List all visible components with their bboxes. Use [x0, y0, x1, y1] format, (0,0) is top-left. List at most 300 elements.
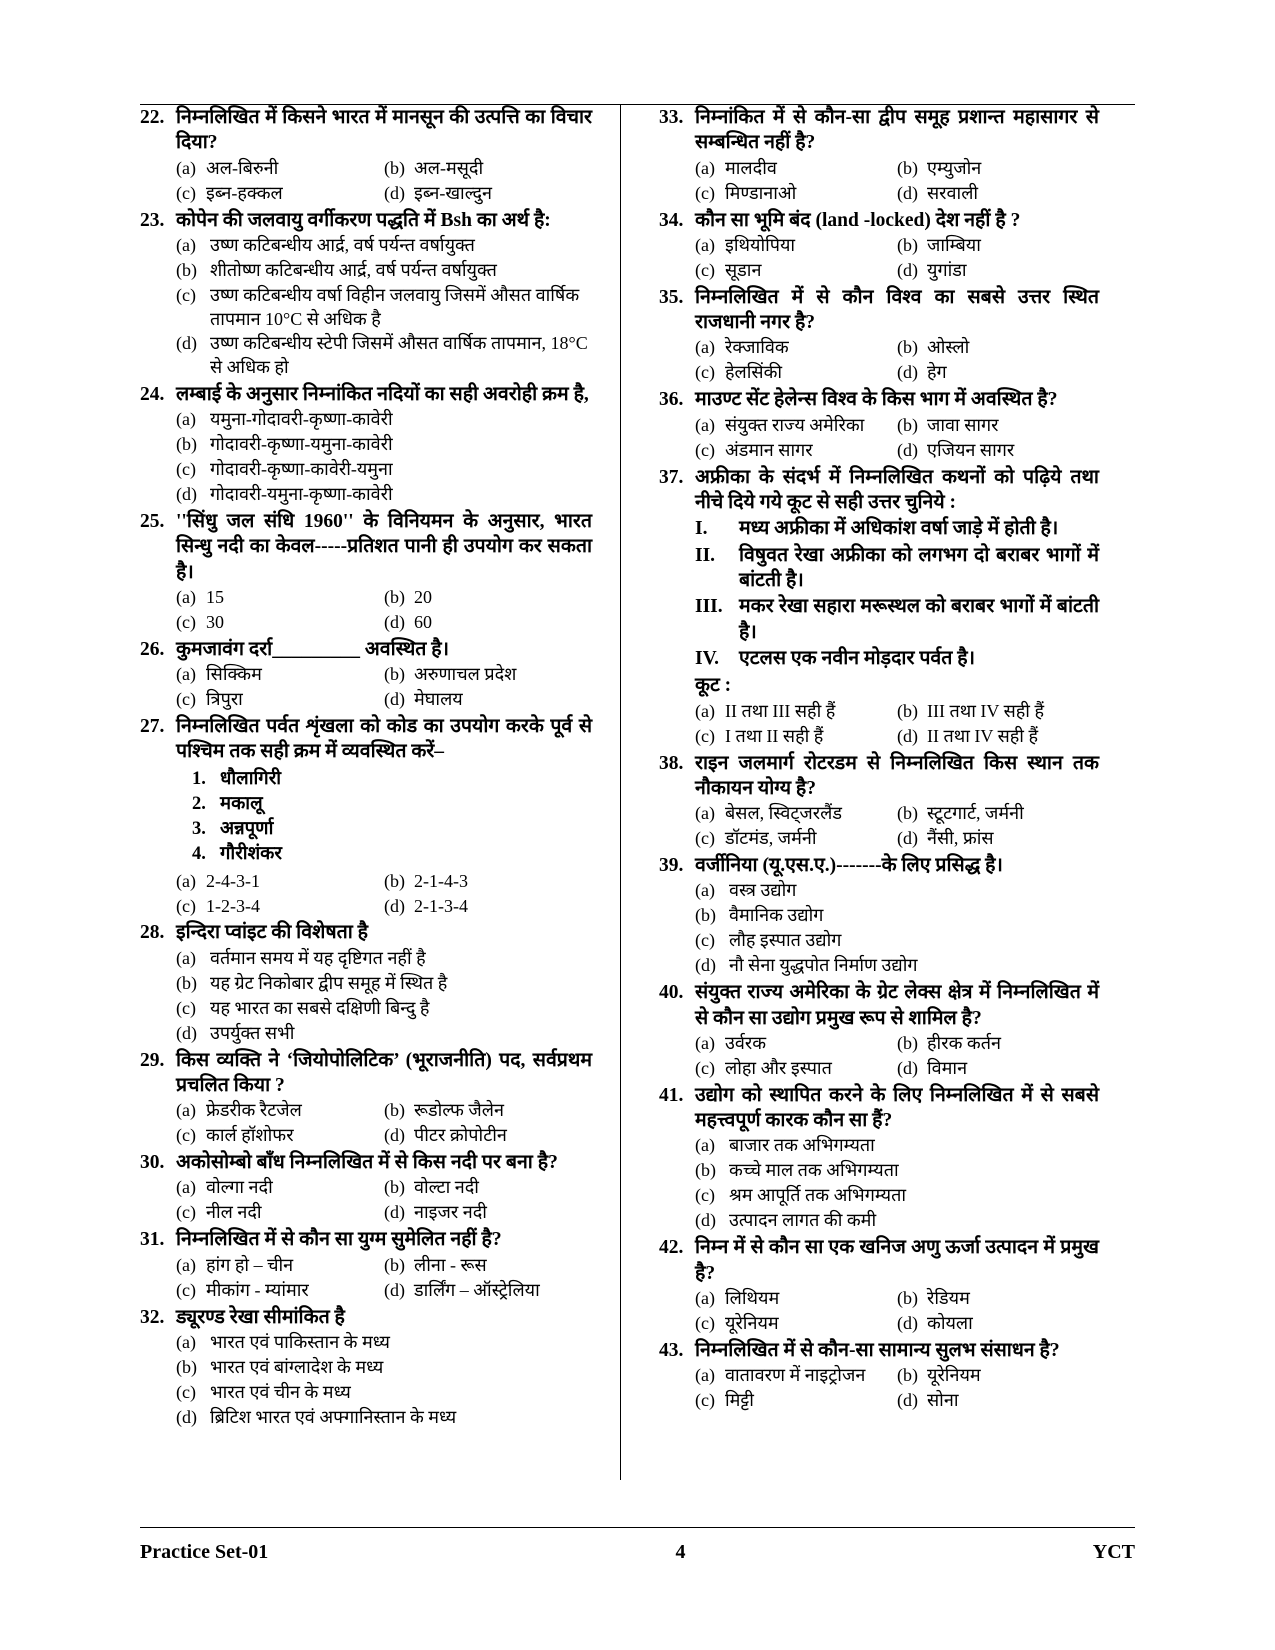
- option-label: (d): [384, 1202, 405, 1223]
- option-b[interactable]: [176, 433, 592, 457]
- option-text: भारत एवं बांग्लादेश के मध्य: [210, 1356, 384, 1377]
- option-d[interactable]: [384, 1279, 592, 1303]
- option-b[interactable]: [384, 157, 592, 181]
- option-group: [695, 802, 1099, 852]
- option-label: (b): [176, 1356, 197, 1377]
- question-number: 33.: [659, 107, 684, 128]
- option-b[interactable]: [897, 414, 1099, 438]
- statement-item: [695, 646, 1099, 671]
- option-text: वोल्टा नदी: [414, 1177, 479, 1198]
- option-text: उर्वरक: [725, 1032, 767, 1053]
- option-group: [176, 1254, 592, 1304]
- option-group: [176, 157, 592, 207]
- option-text: वातावरण में नाइट्रोजन: [725, 1365, 866, 1386]
- option-label: (c): [695, 1390, 715, 1411]
- statement-numeral: II.: [695, 544, 716, 566]
- question-number: 42.: [659, 1237, 684, 1259]
- option-group: [176, 1099, 592, 1149]
- option-b[interactable]: [897, 234, 1099, 258]
- question-number: 39.: [659, 855, 684, 877]
- question-block: [140, 1227, 592, 1303]
- option-text: बेसल, स्विट्जरलैंड: [725, 803, 842, 824]
- question-block: [659, 1083, 1099, 1234]
- option-group: [695, 414, 1099, 464]
- option-a[interactable]: [176, 1176, 384, 1200]
- option-group: [176, 1331, 592, 1430]
- option-text: हेग: [927, 362, 947, 383]
- option-label: (d): [897, 182, 918, 203]
- option-text: 15: [206, 586, 224, 607]
- question-body: [176, 1048, 592, 1150]
- option-group: [176, 234, 592, 380]
- question-number: 32.: [140, 1306, 165, 1328]
- option-label: (b): [384, 870, 405, 891]
- option-label: (a): [695, 1032, 715, 1053]
- list-item: [176, 767, 592, 792]
- option-text: त्रिपुरा: [206, 689, 243, 710]
- option-b[interactable]: [897, 1032, 1099, 1056]
- option-group: [695, 1287, 1099, 1337]
- option-text: III तथा IV सही हैं: [927, 700, 1045, 721]
- option-label: (d): [384, 689, 405, 710]
- option-label: (a): [695, 414, 715, 435]
- option-d[interactable]: [384, 182, 592, 206]
- option-text: शीतोष्ण कटिबन्धीय आर्द्र, वर्ष पर्यन्त वर्षायुक्त: [210, 259, 497, 280]
- option-label: (b): [897, 234, 918, 255]
- option-label: (b): [384, 664, 405, 685]
- footer-rule: [140, 1527, 1135, 1528]
- question-text: ड्यूरण्ड रेखा सीमांकित है: [176, 1306, 345, 1328]
- option-d[interactable]: [897, 1389, 1099, 1413]
- option-b[interactable]: [897, 157, 1099, 181]
- option-d[interactable]: [384, 688, 592, 712]
- option-text: कार्ल हॉशोफर: [206, 1125, 294, 1146]
- option-text: लीना - रूस: [414, 1254, 487, 1275]
- option-text: जाम्बिया: [927, 234, 981, 255]
- option-label: (b): [695, 905, 716, 926]
- option-text: 30: [206, 611, 224, 632]
- option-label: (a): [176, 157, 196, 178]
- question-text: ''सिंधु जल संधि 1960'' के विनियमन के अनुसार, भारत सिन्धु नदी का केवल-----प्रतिशत पानी ही उपयोग कर सकता है।: [176, 510, 592, 583]
- option-c[interactable]: [695, 725, 897, 749]
- option-a[interactable]: [695, 802, 897, 826]
- option-a[interactable]: [695, 234, 897, 258]
- option-text: II तथा III सही हैं: [725, 700, 836, 721]
- option-text: डॉटमंड, जर्मनी: [725, 828, 817, 849]
- question-body: [695, 853, 1099, 979]
- option-label: (a): [176, 1331, 196, 1352]
- option-label: (a): [695, 880, 715, 901]
- option-c[interactable]: [176, 611, 384, 635]
- option-label: (c): [695, 182, 715, 203]
- question-block: [659, 980, 1099, 1082]
- option-text: हीरक कर्तन: [927, 1032, 1001, 1053]
- option-d[interactable]: [897, 827, 1099, 851]
- option-d[interactable]: [897, 259, 1099, 283]
- option-b[interactable]: [897, 336, 1099, 360]
- option-c[interactable]: [695, 1389, 897, 1413]
- option-d[interactable]: [176, 1022, 592, 1046]
- question-body: [695, 751, 1099, 853]
- option-b[interactable]: [384, 1099, 592, 1123]
- option-text: 20: [414, 586, 432, 607]
- option-d[interactable]: [176, 332, 592, 380]
- option-c[interactable]: [695, 827, 897, 851]
- option-c[interactable]: [695, 259, 897, 283]
- option-a[interactable]: [695, 1032, 897, 1056]
- option-d[interactable]: [897, 439, 1099, 463]
- option-a[interactable]: [176, 870, 384, 894]
- option-label: (d): [384, 182, 405, 203]
- question-body: [695, 1338, 1099, 1414]
- option-label: (b): [897, 803, 918, 824]
- option-group: [176, 663, 592, 713]
- option-label: (d): [695, 955, 716, 976]
- question-block: [140, 637, 592, 713]
- option-label: (a): [176, 947, 196, 968]
- option-c[interactable]: [176, 688, 384, 712]
- option-text: स्टूटगार्ट, जर्मनी: [927, 803, 1024, 824]
- option-label: (b): [384, 1100, 405, 1121]
- option-label: (a): [176, 1177, 196, 1198]
- option-label: (d): [176, 483, 197, 504]
- option-label: (d): [897, 1057, 918, 1078]
- option-b[interactable]: [897, 802, 1099, 826]
- option-a[interactable]: [176, 157, 384, 181]
- option-c[interactable]: [176, 458, 592, 482]
- list-item: [176, 842, 592, 867]
- question-body: [176, 637, 592, 713]
- question-block: [140, 1048, 592, 1150]
- option-text: जावा सागर: [927, 414, 999, 435]
- option-d[interactable]: [897, 725, 1099, 749]
- option-a[interactable]: [176, 234, 592, 258]
- option-label: (d): [897, 1312, 918, 1333]
- statement-list: [695, 516, 1099, 671]
- option-a[interactable]: [176, 663, 384, 687]
- option-b[interactable]: [384, 1176, 592, 1200]
- option-label: (b): [176, 972, 197, 993]
- question-number: 41.: [659, 1084, 684, 1106]
- list-item-label: अन्नपूर्णा: [220, 818, 274, 839]
- option-a[interactable]: [176, 408, 592, 432]
- option-label: (c): [176, 997, 196, 1018]
- question-text: निम्नांकित में से कौन-सा द्वीप समूह प्रशान्त महासागर से सम्बन्धित नहीं है?: [695, 107, 1099, 154]
- question-number: 27.: [140, 716, 165, 737]
- option-label: (a): [695, 337, 715, 358]
- question-block: [140, 1150, 592, 1226]
- option-c[interactable]: [176, 1381, 592, 1405]
- option-label: (a): [695, 1287, 715, 1308]
- option-text: 60: [414, 611, 432, 632]
- option-text: यूरेनियम: [725, 1312, 779, 1333]
- question-number: 40.: [659, 982, 684, 1004]
- option-text: गोदावरी-कृष्णा-यमुना-कावेरी: [210, 434, 393, 455]
- question-number: 36.: [659, 389, 684, 411]
- option-label: (a): [176, 234, 196, 255]
- question-number: 37.: [659, 466, 684, 488]
- option-label: (d): [897, 259, 918, 280]
- option-text: उष्ण कटिबन्धीय स्टेपी जिसमें औसत वार्षिक तापमान, 18°C से अधिक हो: [210, 333, 588, 378]
- option-text: रेडियम: [927, 1287, 970, 1308]
- option-label: (b): [897, 157, 918, 178]
- question-block: [659, 751, 1099, 853]
- option-b[interactable]: [176, 972, 592, 996]
- question-number: 43.: [659, 1339, 684, 1361]
- option-a[interactable]: [176, 586, 384, 610]
- option-c[interactable]: [176, 1279, 384, 1303]
- option-label: (b): [695, 1160, 716, 1181]
- column-divider: [620, 105, 621, 1480]
- option-text: इब्न-हक्कल: [206, 182, 283, 203]
- list-item-number: 1.: [192, 768, 206, 789]
- option-text: I तथा II सही हैं: [725, 725, 824, 746]
- question-body: [695, 105, 1099, 207]
- option-text: अल-मसूदी: [414, 157, 484, 178]
- question-block: [140, 1305, 592, 1431]
- option-text: हेलसिंकी: [725, 362, 783, 383]
- option-text: 2-1-3-4: [414, 895, 468, 916]
- question-text: निम्नलिखित पर्वत शृंखला को कोड का उपयोग करके पूर्व से पश्चिम तक सही क्रम में व्यवस्थित करें–: [176, 716, 592, 763]
- option-b[interactable]: [176, 1356, 592, 1380]
- option-text: बाजार तक अभिगम्यता: [729, 1135, 875, 1156]
- option-text: वोल्गा नदी: [206, 1177, 273, 1198]
- footer-publisher: YCT: [1092, 1541, 1135, 1563]
- question-number: 34.: [659, 209, 684, 231]
- two-column-body: [140, 105, 1135, 1495]
- option-text: मिण्डानाओ: [725, 182, 797, 203]
- option-b[interactable]: [897, 700, 1099, 724]
- option-d[interactable]: [695, 954, 1099, 978]
- option-d[interactable]: [897, 361, 1099, 385]
- option-text: पीटर क्रोपोटीन: [414, 1125, 507, 1146]
- question-block: [140, 714, 592, 919]
- list-item: [176, 817, 592, 842]
- left-column: [140, 105, 606, 1495]
- question-number: 23.: [140, 209, 165, 231]
- option-b[interactable]: [176, 259, 592, 283]
- option-a[interactable]: [176, 1254, 384, 1278]
- list-item-number: 3.: [192, 818, 206, 839]
- list-item-number: 2.: [192, 793, 206, 814]
- question-block: [659, 285, 1099, 387]
- option-label: (c): [176, 1279, 196, 1300]
- option-label: (c): [176, 895, 196, 916]
- option-c[interactable]: [176, 895, 384, 919]
- question-text: निम्नलिखित में से कौन सा युग्म सुमेलित नहीं है?: [176, 1229, 502, 1251]
- option-text: नौ सेना युद्धपोत निर्माण उद्योग: [729, 955, 918, 976]
- option-text: वर्तमान समय में यह दृष्टिगत नहीं है: [210, 947, 426, 968]
- option-b[interactable]: [695, 1159, 1099, 1183]
- question-block: [140, 105, 592, 207]
- list-item: [176, 792, 592, 817]
- option-d[interactable]: [384, 1201, 592, 1225]
- question-text: इन्दिरा प्वांइट की विशेषता है: [176, 922, 368, 944]
- option-label: (a): [176, 409, 196, 430]
- option-c[interactable]: [695, 361, 897, 385]
- question-number: 25.: [140, 510, 165, 532]
- question-text: अफ्रीका के संदर्भ में निम्नलिखित कथनों को पढ़िये तथा नीचे दिये गये कूट से सही उत्तर चुनिये :: [695, 466, 1099, 513]
- option-c[interactable]: [176, 182, 384, 206]
- question-number: 31.: [140, 1229, 165, 1251]
- option-a[interactable]: [695, 1134, 1099, 1158]
- option-d[interactable]: [176, 483, 592, 507]
- option-text: श्रम आपूर्ति तक अभिगम्यता: [729, 1185, 907, 1206]
- option-b[interactable]: [384, 586, 592, 610]
- option-text: मालदीव: [725, 157, 777, 178]
- option-group: [176, 586, 592, 636]
- question-block: [659, 1338, 1099, 1414]
- option-group: [695, 336, 1099, 386]
- option-label: (b): [897, 700, 918, 721]
- option-text: नाइजर नदी: [414, 1202, 487, 1223]
- option-d[interactable]: [384, 1124, 592, 1148]
- option-label: (a): [176, 1100, 196, 1121]
- option-c[interactable]: [176, 1201, 384, 1225]
- question-block: [140, 509, 592, 636]
- option-text: एम्युजोन: [927, 157, 982, 178]
- question-block: [659, 208, 1099, 284]
- option-d[interactable]: [384, 611, 592, 635]
- option-text: इब्न-खाल्दुन: [414, 182, 493, 203]
- option-c[interactable]: [695, 1184, 1099, 1208]
- question-text: उद्योग को स्थापित करने के लिए निम्नलिखित में से सबसे महत्त्वपूर्ण कारक कौन सा हैं?: [695, 1084, 1099, 1132]
- option-b[interactable]: [897, 1287, 1099, 1311]
- option-label: (d): [897, 439, 918, 460]
- option-text: उत्पादन लागत की कमी: [729, 1210, 877, 1231]
- statement-item: [695, 594, 1099, 645]
- option-a[interactable]: [695, 700, 897, 724]
- question-body: [176, 208, 592, 381]
- option-text: 2-4-3-1: [206, 870, 260, 891]
- option-label: (a): [176, 1254, 196, 1275]
- option-a[interactable]: [695, 879, 1099, 903]
- question-block: [140, 382, 592, 508]
- option-label: (b): [897, 337, 918, 358]
- option-a[interactable]: [176, 1099, 384, 1123]
- option-d[interactable]: [897, 1312, 1099, 1336]
- option-text: वस्त्र उद्योग: [729, 880, 797, 901]
- option-label: (a): [695, 1365, 715, 1386]
- question-text: कोपेन की जलवायु वर्गीकरण पद्धति में Bsh का अर्थ है:: [176, 209, 551, 231]
- option-text: गोदावरी-यमुना-कृष्णा-कावेरी: [210, 483, 393, 504]
- option-text: यूरेनियम: [927, 1365, 981, 1386]
- option-b[interactable]: [897, 1364, 1099, 1388]
- option-a[interactable]: [695, 414, 897, 438]
- option-text: उष्ण कटिबन्धीय आर्द्र, वर्ष पर्यन्त वर्षायुक्त: [210, 234, 475, 255]
- option-label: (c): [176, 284, 196, 305]
- question-block: [140, 920, 592, 1046]
- option-text: डार्लिंग – ऑस्ट्रेलिया: [414, 1279, 540, 1300]
- option-text: एजियन सागर: [927, 439, 1015, 460]
- option-d[interactable]: [897, 182, 1099, 206]
- option-a[interactable]: [176, 1331, 592, 1355]
- statement-item: [695, 516, 1099, 541]
- option-label: (c): [176, 1202, 196, 1223]
- question-block: [140, 208, 592, 381]
- option-c[interactable]: [176, 284, 592, 332]
- option-label: (d): [384, 1279, 405, 1300]
- option-text: वैमानिक उद्योग: [729, 905, 824, 926]
- statement-text: एटलस एक नवीन मोड़दार पर्वत है।: [739, 647, 975, 669]
- question-block: [659, 853, 1099, 979]
- option-text: इथियोपिया: [725, 234, 796, 255]
- option-group: [695, 879, 1099, 978]
- option-d[interactable]: [695, 1209, 1099, 1233]
- option-text: कच्चे माल तक अभिगम्यता: [729, 1160, 899, 1181]
- option-label: (c): [176, 1381, 196, 1402]
- option-group: [695, 157, 1099, 207]
- question-block: [659, 387, 1099, 463]
- option-label: (b): [897, 1032, 918, 1053]
- option-text: उष्ण कटिबन्धीय वर्षा विहीन जलवायु जिसमें औसत वार्षिक तापमान 10°C से अधिक है: [210, 284, 580, 329]
- option-b[interactable]: [384, 870, 592, 894]
- option-group: [176, 408, 592, 507]
- statement-numeral: I.: [695, 518, 708, 540]
- code-label: कूट :: [695, 675, 732, 697]
- option-text: ओस्लो: [927, 337, 970, 358]
- option-text: यह ग्रेट निकोबार द्वीप समूह में स्थित है: [210, 972, 448, 993]
- option-text: लौह इस्पात उद्योग: [729, 930, 842, 951]
- option-c[interactable]: [695, 182, 897, 206]
- option-b[interactable]: [695, 904, 1099, 928]
- question-body: [695, 465, 1099, 750]
- option-label: (c): [695, 362, 715, 383]
- question-number: 29.: [140, 1049, 165, 1071]
- option-b[interactable]: [384, 663, 592, 687]
- option-c[interactable]: [695, 1057, 897, 1081]
- option-c[interactable]: [176, 997, 592, 1021]
- option-label: (c): [695, 1057, 715, 1078]
- option-d[interactable]: [897, 1057, 1099, 1081]
- question-text: लम्बाई के अनुसार निम्नांकित नदियों का सही अवरोही क्रम है,: [176, 383, 589, 405]
- option-c[interactable]: [695, 929, 1099, 953]
- option-label: (c): [176, 689, 196, 710]
- right-column: [633, 105, 1099, 1495]
- option-group: [176, 870, 592, 920]
- option-a[interactable]: [695, 1287, 897, 1311]
- option-c[interactable]: [695, 1312, 897, 1336]
- statement-text: विषुवत रेखा अफ्रीका को लगभग दो बराबर भागों में बांटती है।: [739, 544, 1099, 591]
- option-text: अल-बिरुनी: [206, 157, 279, 178]
- question-text: निम्नलिखित में किसने भारत में मानसून की उत्पत्ति का विचार दिया?: [176, 107, 592, 154]
- option-label: (c): [695, 828, 715, 849]
- option-label: (b): [897, 1365, 918, 1386]
- option-a[interactable]: [695, 336, 897, 360]
- option-d[interactable]: [176, 1406, 592, 1430]
- option-a[interactable]: [695, 157, 897, 181]
- option-label: (a): [176, 586, 196, 607]
- question-text: कौन सा भूमि बंद (land -locked) देश नहीं है ?: [695, 209, 1021, 231]
- option-b[interactable]: [384, 1254, 592, 1278]
- option-text: मेघालय: [414, 689, 463, 710]
- option-c[interactable]: [695, 439, 897, 463]
- option-label: (a): [695, 1135, 715, 1156]
- option-label: (c): [176, 611, 196, 632]
- question-text: राइन जलमार्ग रोटरडम से निम्नलिखित किस स्थान तक नौकायन योग्य है?: [695, 752, 1099, 799]
- question-body: [695, 285, 1099, 387]
- option-a[interactable]: [695, 1364, 897, 1388]
- option-label: (d): [176, 1022, 197, 1043]
- option-label: (b): [384, 586, 405, 607]
- option-d[interactable]: [384, 895, 592, 919]
- option-label: (b): [897, 414, 918, 435]
- page-footer: [140, 1541, 1135, 1564]
- option-c[interactable]: [176, 1124, 384, 1148]
- question-body: [695, 1083, 1099, 1234]
- option-label: (d): [384, 611, 405, 632]
- option-a[interactable]: [176, 947, 592, 971]
